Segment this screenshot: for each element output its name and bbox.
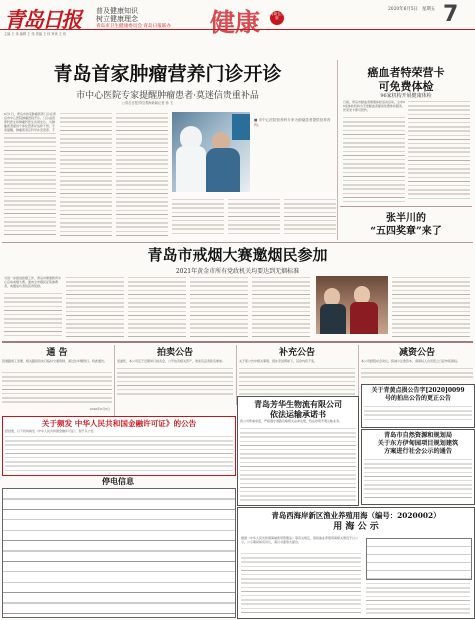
lead-body-col-2	[60, 112, 112, 236]
slogan-1: 普及健康知识	[96, 7, 138, 15]
second-headline: 青岛市戒烟大赛邀烟民参加	[147, 246, 328, 264]
lead-article	[0, 36, 380, 242]
second-subtitle: 2021年黄金市所有党政机关均要达到无烟标准	[175, 268, 300, 275]
lead-photo	[172, 112, 250, 192]
correction-notice	[361, 384, 475, 428]
notice-4-title: 减资公告	[398, 348, 435, 358]
sidebar-body-text: 日前，青岛市献血者健康体检活动启动，全市96家体检机构为无偿献血者提供免费体检服务，凭荣誉卡即可预约。	[343, 100, 405, 112]
lead-subtitle: 市中心医院专家提醒肿瘤患者·莫迷信贵重补品	[76, 91, 259, 101]
lead-body-col-4	[172, 198, 224, 236]
second-body-col-5	[252, 276, 310, 338]
notice-supplement	[239, 345, 355, 395]
sea-use-table	[366, 538, 472, 580]
bio-ad-title: 青岛芳华生物流有限公司	[254, 399, 342, 409]
sidebar-column	[340, 36, 472, 242]
second-article	[0, 244, 475, 340]
page-number: 7	[443, 2, 459, 27]
planning-subtitle-1: 关于东方伊甸园项目规划建筑	[377, 440, 459, 447]
notice-3-title: 补充公告	[278, 348, 315, 358]
second-body-text: 为进一步推进控烟工作，青岛市健康教育中心启动戒烟大赛，面向全市烟民征集参赛者，戒烟成功者将获得奖励。	[4, 276, 62, 288]
sidebar-title-4: “五四奖章”来了	[370, 226, 442, 237]
second-body-col-3	[128, 276, 186, 338]
bio-ad-subtitle: 依法运输承诺书	[270, 409, 326, 419]
sea-use-subtitle: 用 海 公 示	[333, 522, 379, 532]
notice-2-body: 受委托，本公司定于近期举行拍卖会，公开拍卖相关资产，欢迎有意者报名参加。	[117, 359, 226, 363]
notice-tongao	[2, 345, 112, 415]
lead-photo-caption: ■ 市中心医院营养科专家为肿瘤患者提供营养咨询。	[254, 118, 331, 127]
power-outage-title: 停电信息	[102, 476, 134, 486]
issue-date: 2020年6月5日	[388, 7, 418, 12]
sponsor-line: 青岛市卫生健康委员会 青岛日报联办	[96, 24, 171, 29]
second-body-col-1	[4, 276, 62, 338]
planning-notice	[361, 429, 475, 505]
sea-use-body-text: 根据《中华人民共和国海域使用管理法》等有关规定，现将渔业养殖用海相关情况予以公示，公示期间如有异议，请以书面形式提出。	[241, 536, 359, 544]
notice-1-title: 通 告	[46, 348, 68, 358]
sidebar-title-2: 可免费体检	[378, 80, 434, 93]
notice-4-body: 本公司经股东会决议，拟减少注册资本，请债权人自见报之日起申报债权。	[361, 359, 461, 363]
lead-body-col-1	[4, 112, 56, 236]
section-title: 健康	[210, 8, 261, 37]
correction-title: 关于青黄点损公告字[2020]0099	[371, 387, 465, 394]
section-tag: 每周五出版	[270, 11, 284, 25]
second-body-col-2	[66, 276, 124, 338]
notice-1-body: 因道路施工需要，相关路段将实行临时交通管制，请过往车辆绕行。特此通告。	[2, 359, 108, 363]
notice-2-title: 拍卖公告	[156, 348, 193, 358]
second-photo	[316, 276, 388, 334]
power-outage-table	[2, 488, 236, 618]
bio-logistics-ad	[237, 396, 359, 506]
sidebar-title-3: 张半川的	[386, 213, 426, 224]
planning-subtitle-2: 方案进行社会公示的通告	[383, 448, 453, 455]
lead-body-text: 6月1日，青岛市首家肿瘤营养门诊在青岛市中心医院肿瘤医院开诊。门诊由营养科医生和肿瘤科医生共同坐诊，为肿瘤患者提供个体化营养评估和干预。专家提醒，肿瘤患者应科学补充营养，不	[4, 112, 56, 132]
sea-use-title: 青岛西海岸新区渔业养殖用海（编号：2020002）	[271, 511, 441, 520]
notice-1-footer: 2020年6月5日	[89, 407, 110, 411]
masthead	[0, 0, 475, 37]
license-notice-title: 关于频发 中华人民共和国金融许可证》的公告	[41, 419, 197, 428]
notice-capital-reduction	[361, 345, 473, 381]
sidebar-body	[343, 100, 405, 202]
power-outage-info	[2, 476, 234, 618]
lead-body-col-5	[228, 198, 280, 236]
sidebar-body-2	[408, 100, 470, 202]
lead-byline: □青岛日报/青岛观海新闻记者 杨 飞	[122, 101, 173, 105]
issue-weekday: 星期五	[422, 7, 436, 12]
notice-3-body: 关于原公告中相关事项，现补充说明如下，其余内容不变。	[239, 359, 318, 363]
slogan-2: 树立健康理念	[96, 15, 138, 23]
lead-headline: 青岛首家肿瘤营养门诊开诊	[53, 63, 282, 85]
sea-use-notice	[237, 507, 475, 619]
notice-auction	[117, 345, 233, 395]
sea-use-body	[241, 536, 361, 614]
lead-body-col-3	[116, 112, 168, 236]
sidebar-title-1: 癌血者特荣营卡	[367, 66, 445, 79]
newspaper-logo: 青岛日报	[4, 7, 80, 32]
sidebar-subtitle: 96家机构开展健康体检	[380, 93, 432, 99]
editor-line: 主编 王 伟 编辑 王 伟 美编 王 伟 审读 王 伟	[4, 32, 67, 36]
bio-ad-body: 我公司郑重承诺，严格遵守道路运输相关法律法规，依法依规开展运输业务。	[240, 419, 343, 423]
correction-subtitle: 号的拍出公告的更正公告	[384, 395, 451, 402]
license-notice	[2, 416, 236, 476]
second-body-col-6	[392, 276, 470, 338]
license-notice-body: 经批准，以下机构换发《中华人民共和国金融许可证》，现予以公告。	[5, 429, 97, 433]
lead-body-col-6	[284, 198, 336, 236]
planning-title: 青岛市自然资源和规划局	[383, 432, 453, 439]
second-body-col-4	[190, 276, 248, 338]
